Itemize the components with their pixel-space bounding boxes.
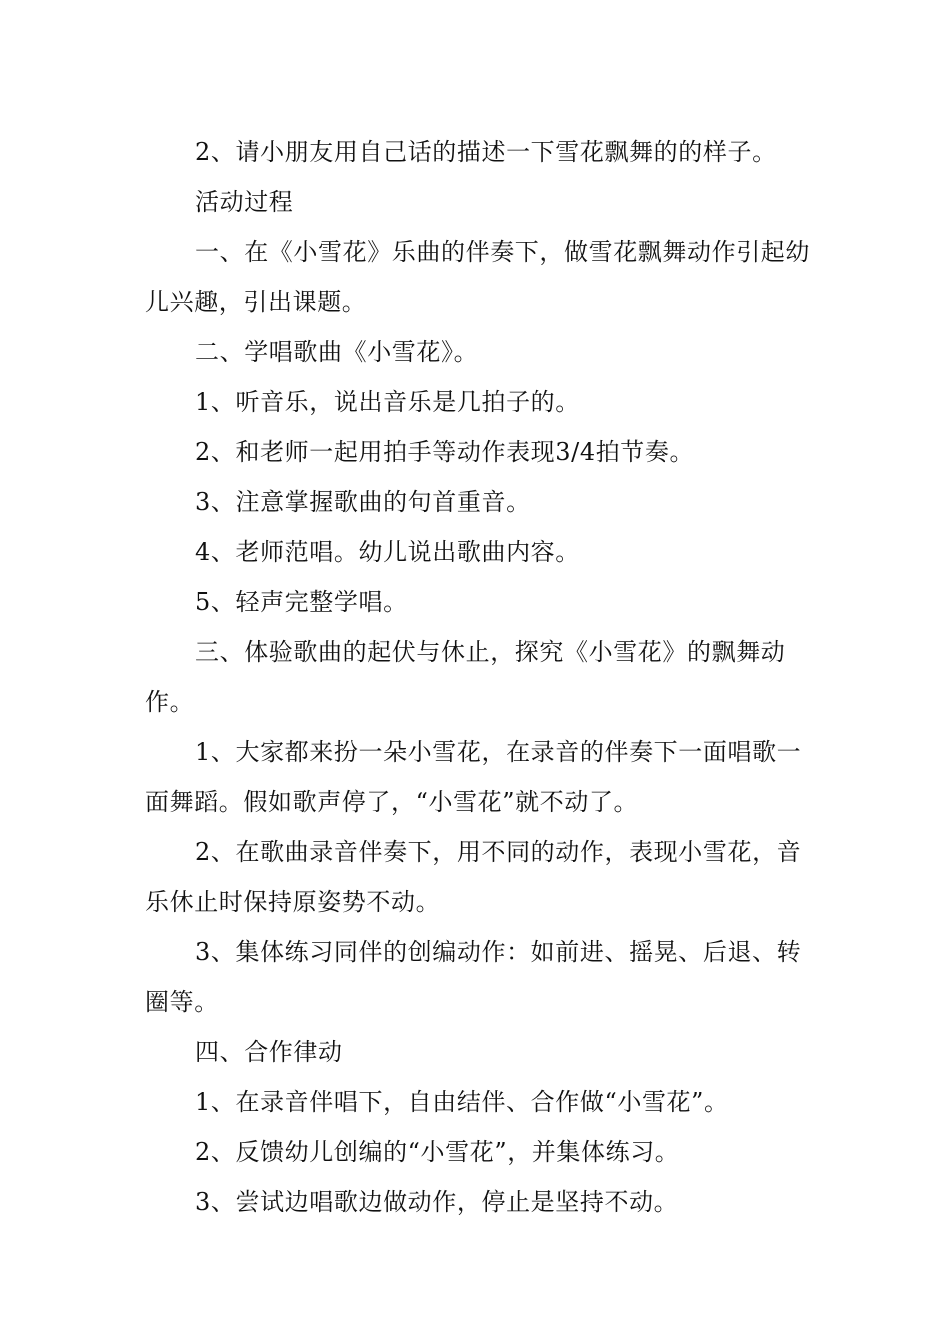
paragraph-part-3: 三、体验歌曲的起伏与休止，探究《小雪花》的飘舞动作。 — [145, 638, 786, 716]
section-heading-process: 活动过程 — [195, 188, 294, 216]
paragraph-part-4-step-2: 2、反馈幼儿创编的“小雪花”，并集体练习。 — [195, 1138, 680, 1166]
paragraph-part-4-step-1: 1、在录音伴唱下，自由结伴、合作做“小雪花”。 — [195, 1088, 729, 1116]
paragraph-part-4-step-3: 3、尝试边唱歌边做动作，停止是坚持不动。 — [195, 1188, 679, 1216]
paragraph-part-4: 四、合作律动 — [195, 1038, 343, 1066]
paragraph-part-2-step-5: 5、轻声完整学唱。 — [195, 588, 408, 616]
paragraph-part-2: 二、学唱歌曲《小雪花》。 — [195, 338, 479, 366]
document-body — [145, 127, 810, 1227]
paragraph-part-2-step-3: 3、注意掌握歌曲的句首重音。 — [195, 488, 531, 516]
paragraph-part-3-step-1: 1、大家都来扮一朵小雪花，在录音的伴奏下一面唱歌一面舞蹈。假如歌声停了，“小雪花”就不动了。 — [145, 738, 802, 816]
paragraph-part-2-step-1: 1、听音乐，说出音乐是几拍子的。 — [195, 388, 580, 416]
paragraph-part-1: 一、在《小雪花》乐曲的伴奏下，做雪花飘舞动作引起幼儿兴趣，引出课题。 — [145, 238, 810, 316]
paragraph-part-2-step-2: 2、和老师一起用拍手等动作表现3/4拍节奏。 — [195, 438, 695, 466]
paragraph-step-2-describe: 2、请小朋友用自己话的描述一下雪花飘舞的的样子。 — [195, 138, 777, 166]
paragraph-part-3-step-3: 3、集体练习同伴的创编动作：如前进、摇晃、后退、转圈等。 — [145, 938, 802, 1016]
paragraph-part-3-step-2: 2、在歌曲录音伴奏下，用不同的动作，表现小雪花，音乐休止时保持原姿势不动。 — [145, 838, 802, 916]
paragraph-part-2-step-4: 4、老师范唱。幼儿说出歌曲内容。 — [195, 538, 580, 566]
